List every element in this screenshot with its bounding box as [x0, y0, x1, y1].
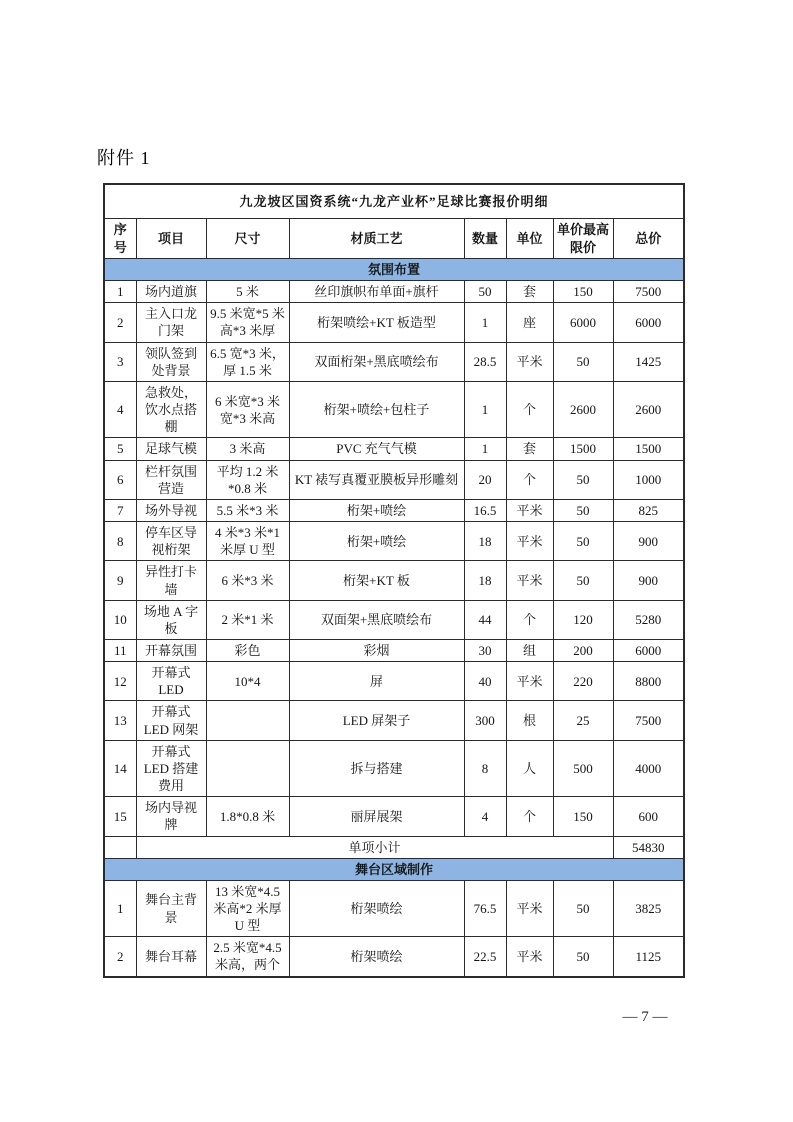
cell-total: 600	[613, 797, 684, 836]
cell-qty: 1	[464, 303, 506, 342]
cell-qty: 16.5	[464, 499, 506, 521]
section-header-row	[104, 858, 684, 880]
section-title: 舞台区域制作	[104, 858, 684, 880]
column-header-size: 尺寸	[206, 219, 289, 259]
cell-size: 6 米*3 米	[206, 561, 289, 600]
cell-material: PVC 充气气模	[289, 438, 464, 460]
attachment-label: 附件 1	[97, 148, 151, 168]
item-row	[104, 460, 684, 499]
cell-unit: 组	[506, 639, 553, 661]
cell-max-unit-price: 150	[553, 797, 613, 836]
cell-item: 场地 A 字板	[136, 600, 206, 639]
cell-unit: 套	[506, 438, 553, 460]
item-row	[104, 303, 684, 342]
cell-no: 14	[104, 740, 136, 796]
cell-material: 双面桁架+黑底喷绘布	[289, 342, 464, 381]
cell-max-unit-price: 2600	[553, 381, 613, 437]
item-row	[104, 600, 684, 639]
cell-total: 825	[613, 499, 684, 521]
cell-material: 桁架喷绘	[289, 937, 464, 977]
cell-total: 900	[613, 561, 684, 600]
cell-unit: 根	[506, 701, 553, 740]
column-header-max-unit-price: 单价最高限价	[553, 219, 613, 259]
cell-size: 9.5 米宽*5 米高*3 米厚	[206, 303, 289, 342]
table-title-row	[104, 184, 684, 219]
cell-item: 足球气模	[136, 438, 206, 460]
cell-qty: 18	[464, 561, 506, 600]
cell-no: 11	[104, 639, 136, 661]
item-row	[104, 381, 684, 437]
cell-qty: 20	[464, 460, 506, 499]
cell-qty: 28.5	[464, 342, 506, 381]
column-header-item: 项目	[136, 219, 206, 259]
item-row	[104, 499, 684, 521]
cell-no: 6	[104, 460, 136, 499]
cell-total: 900	[613, 522, 684, 561]
cell-item: 场外导视	[136, 499, 206, 521]
cell-total: 8800	[613, 662, 684, 701]
cell-max-unit-price: 50	[553, 342, 613, 381]
cell-size: 13 米宽*4.5 米高*2 米厚 U 型	[206, 880, 289, 936]
cell-max-unit-price: 150	[553, 281, 613, 303]
item-row	[104, 342, 684, 381]
column-header-total: 总价	[613, 219, 684, 259]
cell-max-unit-price: 50	[553, 561, 613, 600]
cell-item: 主入口龙门架	[136, 303, 206, 342]
cell-max-unit-price: 220	[553, 662, 613, 701]
cell-total: 7500	[613, 281, 684, 303]
cell-no: 9	[104, 561, 136, 600]
cell-size	[206, 701, 289, 740]
cell-size: 2.5 米宽*4.5 米高，两个	[206, 937, 289, 977]
cell-material: 桁架+KT 板	[289, 561, 464, 600]
cell-material: 双面架+黑底喷绘布	[289, 600, 464, 639]
cell-item: 开幕式 LED 搭建费用	[136, 740, 206, 796]
cell-size: 6.5 宽*3 米，厚 1.5 米	[206, 342, 289, 381]
cell-item: 开幕氛围	[136, 639, 206, 661]
cell-item: 舞台主背景	[136, 880, 206, 936]
cell-size: 2 米*1 米	[206, 600, 289, 639]
cell-material: KT 裱写真覆亚膜板异形雕刻	[289, 460, 464, 499]
subtotal-empty-cell	[104, 836, 136, 858]
table-title: 九龙坡区国资系统“九龙产业杯”足球比赛报价明细	[104, 184, 684, 219]
item-row	[104, 797, 684, 836]
cell-max-unit-price: 1500	[553, 438, 613, 460]
cell-size: 5.5 米*3 米	[206, 499, 289, 521]
page-number: — 7 —	[622, 1009, 668, 1025]
cell-unit: 平米	[506, 937, 553, 977]
cell-material: 丽屏展架	[289, 797, 464, 836]
column-header-qty: 数量	[464, 219, 506, 259]
cell-max-unit-price: 50	[553, 460, 613, 499]
cell-material: 桁架喷绘	[289, 880, 464, 936]
column-header-material: 材质工艺	[289, 219, 464, 259]
cell-unit: 个	[506, 381, 553, 437]
cell-total: 1125	[613, 937, 684, 977]
cell-material: 丝印旗帜布单面+旗杆	[289, 281, 464, 303]
cell-qty: 22.5	[464, 937, 506, 977]
cell-material: 拆与搭建	[289, 740, 464, 796]
cell-qty: 76.5	[464, 880, 506, 936]
cell-item: 开幕式 LED	[136, 662, 206, 701]
cell-total: 7500	[613, 701, 684, 740]
subtotal-label: 单项小计	[136, 836, 613, 858]
cell-unit: 个	[506, 460, 553, 499]
section-header-row	[104, 259, 684, 281]
cell-max-unit-price: 50	[553, 880, 613, 936]
item-row	[104, 937, 684, 977]
cell-unit: 个	[506, 600, 553, 639]
cell-material: 彩烟	[289, 639, 464, 661]
cell-item: 停车区导视桁架	[136, 522, 206, 561]
cell-size: 6 米宽*3 米宽*3 米高	[206, 381, 289, 437]
cell-no: 4	[104, 381, 136, 437]
cell-max-unit-price: 50	[553, 499, 613, 521]
item-row	[104, 522, 684, 561]
cell-qty: 8	[464, 740, 506, 796]
cell-qty: 18	[464, 522, 506, 561]
cell-item: 栏杆氛围营造	[136, 460, 206, 499]
cell-unit: 座	[506, 303, 553, 342]
cell-no: 1	[104, 880, 136, 936]
item-row	[104, 880, 684, 936]
cell-size: 彩色	[206, 639, 289, 661]
cell-no: 7	[104, 499, 136, 521]
cell-material: LED 屏架子	[289, 701, 464, 740]
cell-item: 开幕式 LED 网架	[136, 701, 206, 740]
cell-qty: 50	[464, 281, 506, 303]
cell-max-unit-price: 200	[553, 639, 613, 661]
cell-max-unit-price: 50	[553, 937, 613, 977]
cell-no: 2	[104, 937, 136, 977]
subtotal-row	[104, 836, 684, 858]
item-row	[104, 740, 684, 796]
cell-unit: 平米	[506, 499, 553, 521]
cell-size: 10*4	[206, 662, 289, 701]
item-row	[104, 662, 684, 701]
section-title: 氛围布置	[104, 259, 684, 281]
cell-no: 13	[104, 701, 136, 740]
cell-qty: 1	[464, 438, 506, 460]
cell-total: 4000	[613, 740, 684, 796]
cell-item: 急救处，饮水点搭棚	[136, 381, 206, 437]
cell-size: 5 米	[206, 281, 289, 303]
cell-material: 桁架喷绘+KT 板造型	[289, 303, 464, 342]
cell-total: 6000	[613, 639, 684, 661]
cell-total: 2600	[613, 381, 684, 437]
cell-material: 桁架+喷绘	[289, 499, 464, 521]
cell-no: 2	[104, 303, 136, 342]
cell-no: 10	[104, 600, 136, 639]
cell-max-unit-price: 6000	[553, 303, 613, 342]
cell-total: 5280	[613, 600, 684, 639]
item-row	[104, 281, 684, 303]
cell-unit: 平米	[506, 561, 553, 600]
cell-total: 6000	[613, 303, 684, 342]
item-row	[104, 438, 684, 460]
item-row	[104, 639, 684, 661]
cell-unit: 平米	[506, 880, 553, 936]
cell-size: 3 米高	[206, 438, 289, 460]
cell-size	[206, 740, 289, 796]
cell-item: 场内道旗	[136, 281, 206, 303]
table-body	[104, 259, 684, 977]
cell-unit: 平米	[506, 522, 553, 561]
cell-material: 屏	[289, 662, 464, 701]
cell-qty: 30	[464, 639, 506, 661]
cell-unit: 平米	[506, 662, 553, 701]
cell-no: 8	[104, 522, 136, 561]
cell-no: 3	[104, 342, 136, 381]
cell-no: 12	[104, 662, 136, 701]
cell-size: 4 米*3 米*1 米厚 U 型	[206, 522, 289, 561]
cell-qty: 40	[464, 662, 506, 701]
cell-total: 3825	[613, 880, 684, 936]
cell-size: 1.8*0.8 米	[206, 797, 289, 836]
cell-material: 桁架+喷绘	[289, 522, 464, 561]
cell-unit: 平米	[506, 342, 553, 381]
table-header-row	[104, 219, 684, 259]
cell-max-unit-price: 120	[553, 600, 613, 639]
cell-no: 1	[104, 281, 136, 303]
cell-material: 桁架+喷绘+包柱子	[289, 381, 464, 437]
cell-max-unit-price: 25	[553, 701, 613, 740]
cell-total: 1500	[613, 438, 684, 460]
item-row	[104, 561, 684, 600]
cell-qty: 1	[464, 381, 506, 437]
quotation-table	[103, 183, 685, 978]
cell-size: 平均 1.2 米*0.8 米	[206, 460, 289, 499]
cell-total: 1425	[613, 342, 684, 381]
column-header-unit: 单位	[506, 219, 553, 259]
cell-item: 舞台耳幕	[136, 937, 206, 977]
cell-qty: 4	[464, 797, 506, 836]
cell-item: 领队签到处背景	[136, 342, 206, 381]
column-header-no: 序号	[104, 219, 136, 259]
cell-unit: 个	[506, 797, 553, 836]
cell-max-unit-price: 500	[553, 740, 613, 796]
item-row	[104, 701, 684, 740]
cell-no: 15	[104, 797, 136, 836]
cell-no: 5	[104, 438, 136, 460]
cell-max-unit-price: 50	[553, 522, 613, 561]
cell-unit: 人	[506, 740, 553, 796]
cell-total: 1000	[613, 460, 684, 499]
cell-item: 场内导视牌	[136, 797, 206, 836]
subtotal-value: 54830	[613, 836, 684, 858]
cell-item: 异性打卡墙	[136, 561, 206, 600]
cell-unit: 套	[506, 281, 553, 303]
cell-qty: 300	[464, 701, 506, 740]
cell-qty: 44	[464, 600, 506, 639]
